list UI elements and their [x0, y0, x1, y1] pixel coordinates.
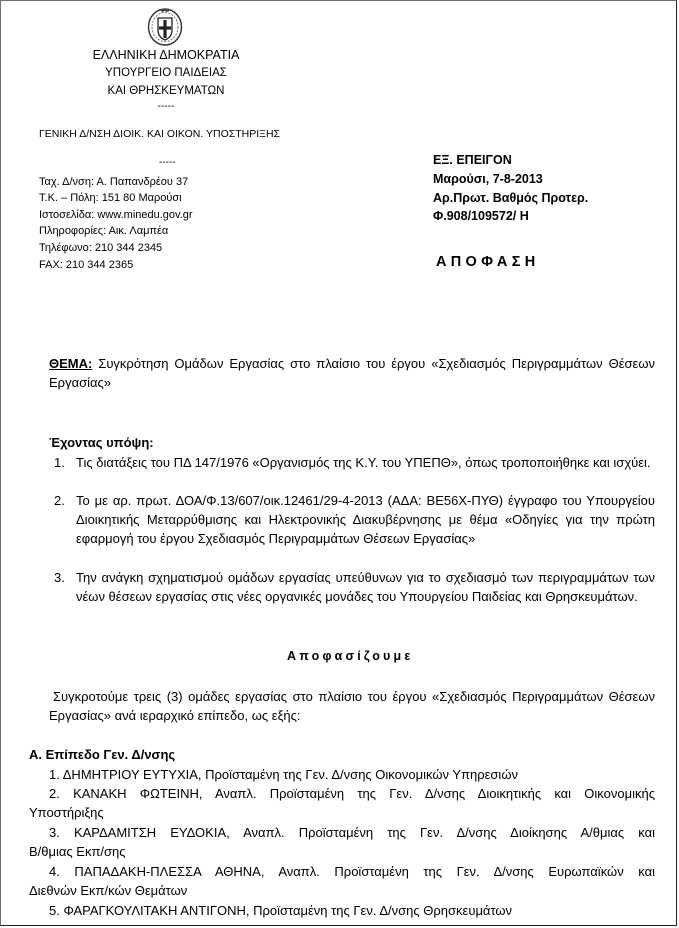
member-name: ΚΑΝΑΚΗ ΦΩΤΕΙΝΗ [73, 786, 199, 801]
contact-info: Πληροφορίες: Αικ. Λαμπέα [39, 225, 169, 237]
member-role-continued: Διεθνών Εκπ/κών Θεμάτων [29, 883, 188, 898]
protocol-label: Αρ.Πρωτ. Βαθμός Προτερ. [433, 191, 589, 205]
considering-item-2: Το με αρ. πρωτ. ΔΟΑ/Φ.13/607/οικ.12461/29-4-2013 (ΑΔΑ: ΒΕ56Χ-ΠΥΘ) έγγραφο του Υπουργείου Διοικητικής Μεταρρύθμισης και Ηλεκτρονικής Διακυβέρνησης με θέμα «Οδηγίες για την πρώτη εφαρμογή του έργου Σχεδιασμός Περιγραμμάτων Θέσεων Εργασίας» [76, 493, 655, 546]
section-a-heading: Α. Επίπεδο Γεν. Δ/νσης [29, 747, 176, 762]
member-number: 1. [49, 767, 60, 782]
list-item-number: 2. [54, 493, 65, 508]
member-role: , Αναπλ. Προϊσταμένη της Γεν. Δ/νσης Ευρωπαϊκών και [260, 864, 655, 879]
member-number: 4. [49, 864, 60, 879]
decision-title: ΑΠΟΦΑΣΗ [436, 254, 540, 270]
member-row [49, 823, 655, 842]
ministry-line-2: ΚΑΙ ΘΡΗΣΚΕΥΜΑΤΩΝ [107, 85, 225, 97]
considering-heading: Έχοντας υπόψη: [49, 435, 154, 450]
member-row [49, 862, 655, 881]
greek-coat-of-arms-icon [147, 6, 183, 46]
contact-website: Ιστοσελίδα: www.minedu.gov.gr [39, 209, 193, 221]
decide-heading: Αποφασίζουμε [287, 649, 414, 663]
member-role: , Αναπλ. Προϊσταμένη της Γεν. Δ/νσης Διοικητικής και Οικονομικής [198, 786, 655, 801]
urgency-label: ΕΞ. ΕΠΕΙΓΟΝ [433, 153, 512, 167]
contact-postal: Τ.Κ. – Πόλη: 151 80 Μαρούσι [39, 192, 182, 204]
document-date: Μαρούσι, 7-8-2013 [433, 172, 543, 186]
member-role-continued: Β/θμιας Εκπ/σης [29, 844, 126, 859]
republic-title: ΕΛΛΗΝΙΚΗ ΔΗΜΟΚΡΑΤΙΑ [92, 48, 240, 62]
member-role: , Αναπλ. Προϊσταμένη της Γεν. Δ/νσης Διοίκησης Α/θμιας και [226, 825, 655, 840]
member-number: 2. [49, 786, 60, 801]
member-name: ΦΑΡΑΓΚΟΥΛΙΤΑΚΗ ΑΝΤΙΓΟΝΗ [63, 903, 246, 918]
member-role: , Προϊσταμένη της Γεν. Δ/νσης Θρησκευμάτων [245, 903, 513, 918]
list-item-number: 1. [54, 455, 65, 470]
member-number: 5. [49, 903, 60, 918]
subject-label: ΘΕΜΑ: [49, 356, 93, 371]
subject-paragraph [49, 354, 655, 392]
considering-item-3: Την ανάγκη σχηματισμού ομάδων εργασίας υπεύθυνων για το σχεδιασμό των περιγραμμάτων των νέων θέσεων εργασίας στις νέες οργανικές μονάδες του Υπουργείου Παιδείας και Θρησκευμάτων. [76, 570, 655, 604]
contact-separator: ----- [159, 157, 176, 168]
considering-item-1: Τις διατάξεις του ΠΔ 147/1976 «Οργανισμός της Κ.Υ. του ΥΠΕΠΘ», όπως τροποποιήθηκε και ισχύει. [76, 455, 651, 470]
protocol-number: Φ.908/109572/ Η [433, 209, 529, 223]
list-item-number: 3. [54, 570, 65, 585]
member-role: , Προϊσταμένη της Γεν. Δ/νσης Οικονομικών Υπηρεσιών [197, 767, 518, 782]
contact-phone: Τηλέφωνο: 210 344 2345 [39, 242, 163, 254]
member-name: ΔΗΜΗΤΡΙΟΥ ΕΥΤΥΧΙΑ [62, 767, 198, 782]
contact-fax: FAX: 210 344 2365 [39, 259, 134, 271]
member-row [49, 784, 655, 803]
decide-intro: Συγκροτούμε τρεις (3) ομάδες εργασίας στο πλαίσιο του έργου «Σχεδιασμός Περιγραμμάτων Θέσεων Εργασίας» ανά ιεραρχικό επίπεδο, ως εξής: [49, 689, 655, 723]
member-role-continued: Υποστήριξης [29, 805, 104, 820]
member-row [49, 901, 512, 920]
member-name: ΚΑΡΔΑΜΙΤΣΗ ΕΥΔΟΚΙΑ [73, 825, 227, 840]
member-number: 3. [49, 825, 60, 840]
header-separator: ----- [157, 101, 175, 112]
department-title: ΓΕΝΙΚΗ Δ/ΝΣΗ ΔΙΟΙΚ. ΚΑΙ ΟΙΚΟΝ. ΥΠΟΣΤΗΡΙΞΗΣ [39, 128, 281, 140]
member-row [49, 765, 518, 784]
member-name: ΠΑΠΑΔΑΚΗ-ΠΛΕΣΣΑ ΑΘΗΝΑ [74, 864, 261, 879]
contact-address: Ταχ. Δ/νση: Α. Παπανδρέου 37 [39, 176, 189, 188]
subject-text: Συγκρότηση Ομάδων Εργασίας στο πλαίσιο του έργου «Σχεδιασμός Περιγραμμάτων Θέσεων Εργασίας» [49, 356, 655, 390]
ministry-line-1: ΥΠΟΥΡΓΕΙΟ ΠΑΙΔΕΙΑΣ [105, 67, 227, 79]
